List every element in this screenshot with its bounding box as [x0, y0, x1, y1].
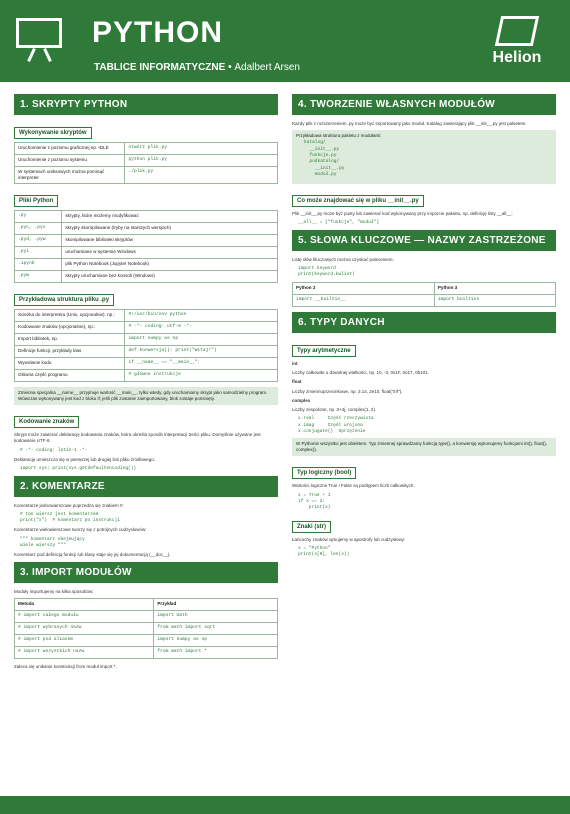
- table-row: [15, 634, 278, 646]
- table-cell: # import wybranych nazw: [15, 622, 154, 634]
- table-row: [15, 321, 278, 333]
- table-cell: .pyw: [15, 270, 62, 282]
- table-row: [15, 357, 278, 369]
- paragraph: Komentarze wielowierszowe tworzy się z potrójnych cudzysłowów:: [14, 527, 147, 533]
- table-header-cell: Przykład: [154, 598, 278, 610]
- table-row: [15, 345, 278, 357]
- paragraph: Liczby zmiennoprzecinkowe, np. 3.14, 2e10, float("inf").: [292, 388, 403, 394]
- board-leg-right: [43, 48, 52, 62]
- table-row: [15, 234, 278, 246]
- table-cell: Kodowanie znaków (opcjonalnie), np.:: [15, 321, 125, 333]
- table-cell: python plik.py: [125, 155, 278, 167]
- paragraph: Deklarację umieszcza się w pierwszej lub drugiej linii pliku źródłowego.: [14, 456, 156, 462]
- paragraph: Moduły importujemy na kilka sposobów:: [14, 588, 94, 594]
- structure-table: [14, 309, 278, 382]
- package-tree: katalog/ __init__.py funkcje.py podkatalog/ __init__.py moduł.py: [304, 140, 345, 177]
- table-cell: .ipynb: [15, 258, 62, 270]
- section-heading: 2. KOMENTARZE: [14, 476, 278, 497]
- table-cell: # import pod aliasem: [15, 634, 154, 646]
- table-cell: otwórz plik.py: [125, 143, 278, 155]
- subsection-heading: Wykonywanie skryptów: [14, 127, 92, 139]
- table-cell: from math import *: [154, 646, 278, 658]
- note-box: W Pythonie wszystko jest obiektem. Typ zmiennej sprawdzamy funkcją type(), a konwersję wykonujemy funkcjami int(), float(), complex().: [292, 438, 556, 456]
- table-row: [15, 333, 278, 345]
- code-line: __all__ = ["funkcje", "moduł"]: [298, 220, 380, 226]
- table-cell: W systemach uniksowych można pominąć interpreter: [15, 167, 125, 184]
- code-block: import keyword print(keyword.kwlist): [298, 266, 355, 278]
- table-cell: ./plik.py: [125, 167, 278, 184]
- code-block: x = True + 1 if x == 2: print(x): [298, 492, 331, 511]
- table-row: [15, 246, 278, 258]
- table-cell: import numpy as np: [125, 333, 278, 345]
- section-heading: 4. TWORZENIE WŁASNYCH MODUŁÓW: [292, 94, 556, 115]
- subsection-heading: Typ logiczny (bool): [292, 467, 356, 479]
- table-cell: skompilowane biblioteki skryptów: [62, 234, 278, 246]
- table-cell: Definicje funkcji, przykłady klas: [15, 345, 125, 357]
- table-cell: skrypty skompilowane (tryby na starszych wersjach): [62, 222, 278, 234]
- subsection-heading: Co może znajdować się w pliku __init__.py: [292, 195, 424, 207]
- table-header-row: [15, 598, 278, 610]
- table-cell: uruchamiane w systemie Windows: [62, 246, 278, 258]
- section-heading: 5. SŁOWA KLUCZOWE — NAZWY ZASTRZEŻONE: [292, 230, 556, 251]
- type-label: float: [292, 379, 302, 385]
- note-text: Przykładowa struktura pakietu z modułami:: [296, 133, 382, 139]
- paragraph: Wartości logiczne True i False są podtypem liczb całkowitych.: [292, 483, 415, 489]
- table-cell: import numpy as np: [154, 634, 278, 646]
- helion-mark-icon: [495, 16, 539, 46]
- paragraph: Skrypt może zawierać deklarację kodowania znaków, która określa sposób interpretacji treści pliku. Domyślnie używane jest kodowanie UTF-8.: [14, 432, 261, 444]
- section-heading: 6. TYPY DANYCH: [292, 312, 556, 333]
- table-row: [15, 622, 278, 634]
- paragraph: Łańcuchy znaków ujmujemy w apostrofy lub cudzysłowy:: [292, 536, 406, 542]
- table-cell: Ścieżka do interpretera (Unix, opcjonalnie), np.:: [15, 309, 125, 321]
- code-line: import sys; print(sys.getdefaultencoding()): [20, 466, 137, 472]
- methods-list: x.real Część rzeczywista x.imag Część urojona x.conjugate() Sprzężenie: [298, 416, 374, 434]
- paragraph: Plik __init__.py może być pusty lub zawierać kod wykonywany przy imporcie pakietu, np. definicję listy __all__:: [292, 211, 513, 217]
- code-block: """ komentarz obejmujący wiele wierszy """: [20, 536, 85, 549]
- paragraph: Komentarz pod definicją funkcji lub klasy staje się jej dokumentacją (__doc__).: [14, 552, 171, 558]
- subsection-heading: Kodowanie znaków: [14, 416, 79, 428]
- code-block: s = "Python" print(s[0], len(s)): [298, 545, 350, 558]
- separator: •: [225, 62, 235, 73]
- table-cell: import __builtin__: [293, 294, 435, 306]
- table-cell: # import wszystkich nazw: [15, 646, 154, 658]
- table-cell: from math import sqrt: [154, 622, 278, 634]
- table-row: [15, 270, 278, 282]
- paragraph: Liczby całkowite o dowolnej wielkości, np. 10, -3, 0x1F, 0o17, 0b101.: [292, 369, 429, 375]
- table-cell: # -*- coding: utf-8 -*-: [125, 321, 278, 333]
- table-cell: skrypty, które możemy modyfikować: [62, 210, 278, 222]
- type-label: complex: [292, 397, 311, 403]
- table-header-cell: Python 3: [434, 282, 555, 294]
- paragraph: Każdy plik z rozszerzeniem .py może być importowany jako moduł. Katalog zawierający plik __init__.py jest pakietem.: [292, 121, 527, 126]
- board-leg-left: [27, 48, 36, 62]
- table-header-cell: Python 2: [293, 282, 435, 294]
- table-cell: Uruchomienie z poziomu graficznej np. IDLE: [15, 143, 125, 155]
- table-row: [293, 294, 556, 306]
- table-cell: import builtins: [434, 294, 555, 306]
- subsection-heading: Typy arytmetyczne: [292, 345, 356, 357]
- series-name: TABLICE INFORMATYCZNE: [94, 62, 226, 73]
- footer-bar: [0, 796, 570, 814]
- table-cell: skrypty uruchamiane bez konsoli (Windows): [62, 270, 278, 282]
- table-cell: .pyd, .pyw: [15, 234, 62, 246]
- table-row: [15, 309, 278, 321]
- right-column: [292, 94, 556, 562]
- table-row: [15, 369, 278, 381]
- paragraph: Liczby zespolone, np. 3+4j, complex(1, 2).: [292, 407, 377, 413]
- subsection-heading: Przykładowa struktura pliku .py: [14, 294, 114, 306]
- page-subtitle: [94, 62, 300, 73]
- table-cell: if __name__ == "__main__":: [125, 357, 278, 369]
- table-cell: def konwersja(): print("Witaj!"): [125, 345, 278, 357]
- left-column: [14, 94, 278, 673]
- subsection-heading: Znaki (str): [292, 521, 331, 533]
- table-cell: # główne instrukcje: [125, 369, 278, 381]
- keywords-table: [292, 282, 556, 307]
- table-row: [15, 610, 278, 622]
- note-box: Zmienna specjalna __name__ przyjmuje wartość __main__, tylko wtedy, gdy uruchamiamy skrypt jako samodzielny program. Wówczas wykonywany jest kod z bloku if; jeśli plik zostanie zaimportowany, blok zostaje pominięty.: [14, 387, 278, 405]
- table-cell: Import bibliotek, np.: [15, 333, 125, 345]
- paragraph: Zaleca się unikanie konstrukcji from moduł import *.: [14, 663, 117, 669]
- table-row: [15, 222, 278, 234]
- paragraph: Komentarze jednowierszowe poprzedza się znakiem #:: [14, 502, 124, 508]
- type-label: int: [292, 360, 298, 366]
- table-cell: .pyc, .pyo: [15, 222, 62, 234]
- table-header-row: [293, 282, 556, 294]
- section-heading: 1. SKRYPTY PYTHON: [14, 94, 278, 115]
- section-heading: 3. IMPORT MODUŁÓW: [14, 562, 278, 583]
- table-cell: .py: [15, 210, 62, 222]
- author-name: Adalbert Arsen: [234, 62, 300, 73]
- logo-text: Helion: [492, 49, 542, 66]
- table-cell: .pyi: [15, 246, 62, 258]
- table-header-cell: Metoda: [15, 598, 154, 610]
- table-cell: Wywołanie kodu: [15, 357, 125, 369]
- page-title: PYTHON: [92, 16, 224, 49]
- paragraph: Listę słów kluczowych można uzyskać poleceniem:: [292, 256, 394, 262]
- table-row: [15, 646, 278, 658]
- code-block: # ten wiersz jest komentarzem print("x") # komentarz po instrukcji: [20, 511, 120, 524]
- header: [0, 0, 570, 82]
- board-icon: [16, 18, 62, 48]
- import-table: [14, 598, 278, 659]
- table-cell: plik Python Notebook (Jupyter Notebook): [62, 258, 278, 270]
- table-row: [15, 210, 278, 222]
- table-row: [15, 155, 278, 167]
- run-table: [14, 142, 278, 184]
- table-cell: # import całego modułu: [15, 610, 154, 622]
- subsection-heading: Pliki Python: [14, 195, 58, 207]
- helion-logo: [482, 16, 552, 72]
- files-table: [14, 210, 278, 283]
- table-cell: Główna część programu: [15, 369, 125, 381]
- table-row: [15, 167, 278, 184]
- code-line: # -*- coding: latin-1 -*-: [20, 447, 88, 453]
- table-cell: Uruchomienie z poziomu systemu: [15, 155, 125, 167]
- table-cell: #!/usr/bin/env python: [125, 309, 278, 321]
- table-row: [15, 143, 278, 155]
- note-box: [292, 130, 556, 184]
- table-row: [15, 258, 278, 270]
- table-cell: import math: [154, 610, 278, 622]
